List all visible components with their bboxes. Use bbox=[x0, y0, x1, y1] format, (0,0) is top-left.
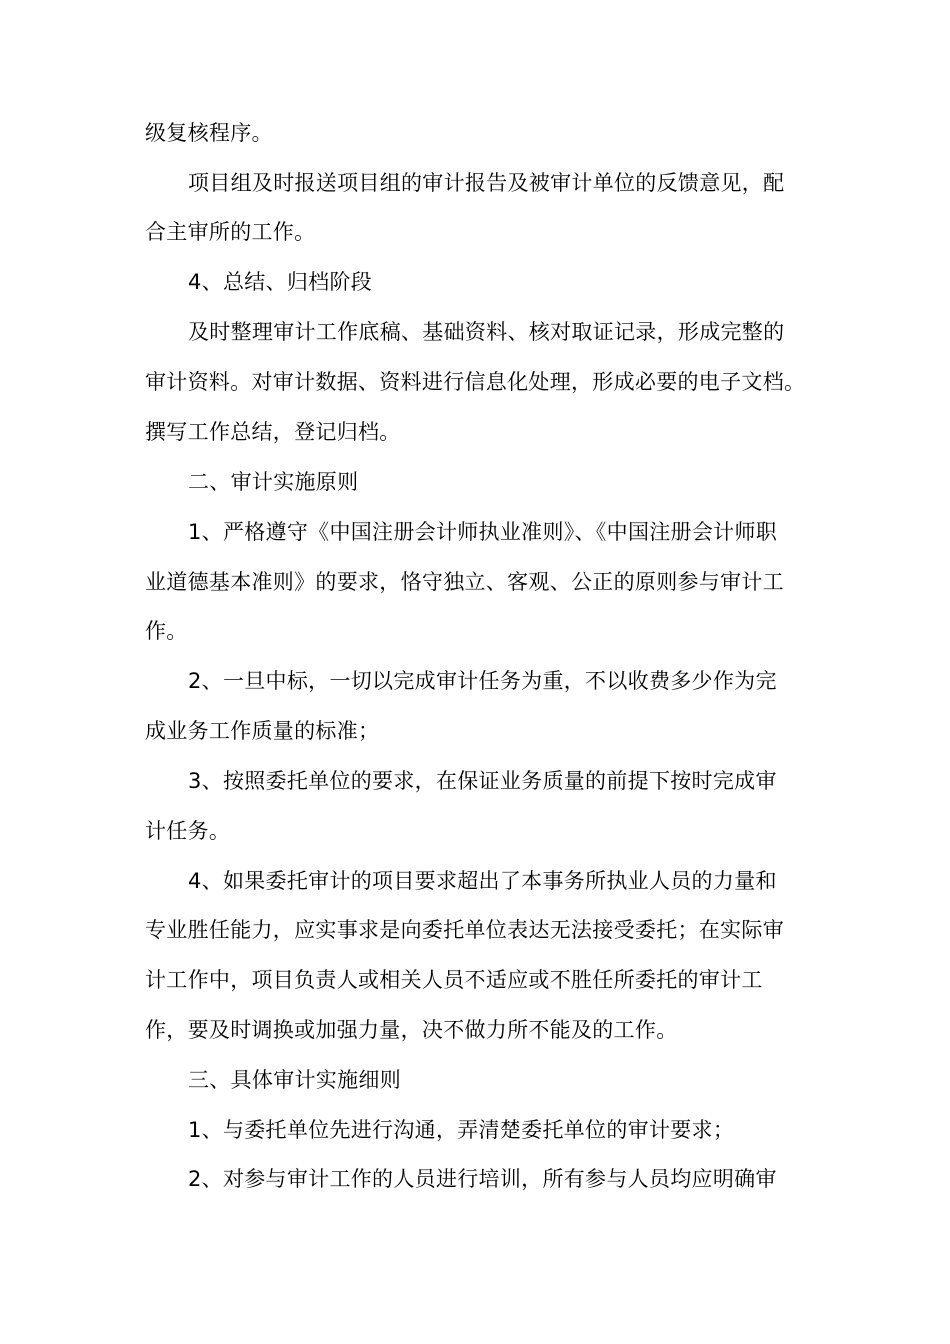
text-line-11: 作。 bbox=[145, 619, 188, 643]
text-line-17: 专业胜任能力，应实事求是向委托单位表达无法接受委托；在实际审 bbox=[145, 918, 784, 942]
text-line-5: 及时整理审计工作底稿、基础资料、核对取证记录，形成完整的 bbox=[188, 320, 785, 344]
section-heading-rules: 三、具体审计实施细则 bbox=[188, 1068, 401, 1092]
text-line-18: 计工作中，项目负责人或相关人员不适应或不胜任所委托的审计工 bbox=[145, 968, 763, 992]
text-line-1: 级复核程序。 bbox=[145, 121, 273, 145]
text-line-9: 1、严格遵守《中国注册会计师执业准则》、《中国注册会计师职 bbox=[188, 520, 778, 544]
section-heading-summary: 4、总结、归档阶段 bbox=[188, 270, 373, 294]
text-line-6: 审计资料。对审计数据、资料进行信息化处理，形成必要的电子文档。 bbox=[145, 370, 806, 394]
text-line-13: 成业务工作质量的标准； bbox=[145, 719, 380, 743]
text-line-7: 撰写工作总结，登记归档。 bbox=[145, 420, 401, 444]
text-line-3: 合主审所的工作。 bbox=[145, 220, 316, 244]
text-line-12: 2、一旦中标，一切以完成审计任务为重，不以收费多少作为完 bbox=[188, 669, 777, 693]
text-line-22: 2、对参与审计工作的人员进行培训，所有参与人员均应明确审 bbox=[188, 1167, 777, 1191]
text-line-14: 3、按照委托单位的要求，在保证业务质量的前提下按时完成审 bbox=[188, 769, 777, 793]
text-line-21: 1、与委托单位先进行沟通，弄清楚委托单位的审计要求； bbox=[188, 1118, 735, 1142]
text-line-10: 业道德基本准则》的要求，恪守独立、客观、公正的原则参与审计工 bbox=[145, 570, 784, 594]
text-line-15: 计任务。 bbox=[145, 819, 231, 843]
text-line-19: 作，要及时调换或加强力量，决不做力所不能及的工作。 bbox=[145, 1018, 678, 1042]
text-line-2: 项目组及时报送项目组的审计报告及被审计单位的反馈意见，配 bbox=[188, 171, 785, 195]
text-line-16: 4、如果委托审计的项目要求超出了本事务所执业人员的力量和 bbox=[188, 869, 777, 893]
section-heading-principles: 二、审计实施原则 bbox=[188, 470, 359, 494]
